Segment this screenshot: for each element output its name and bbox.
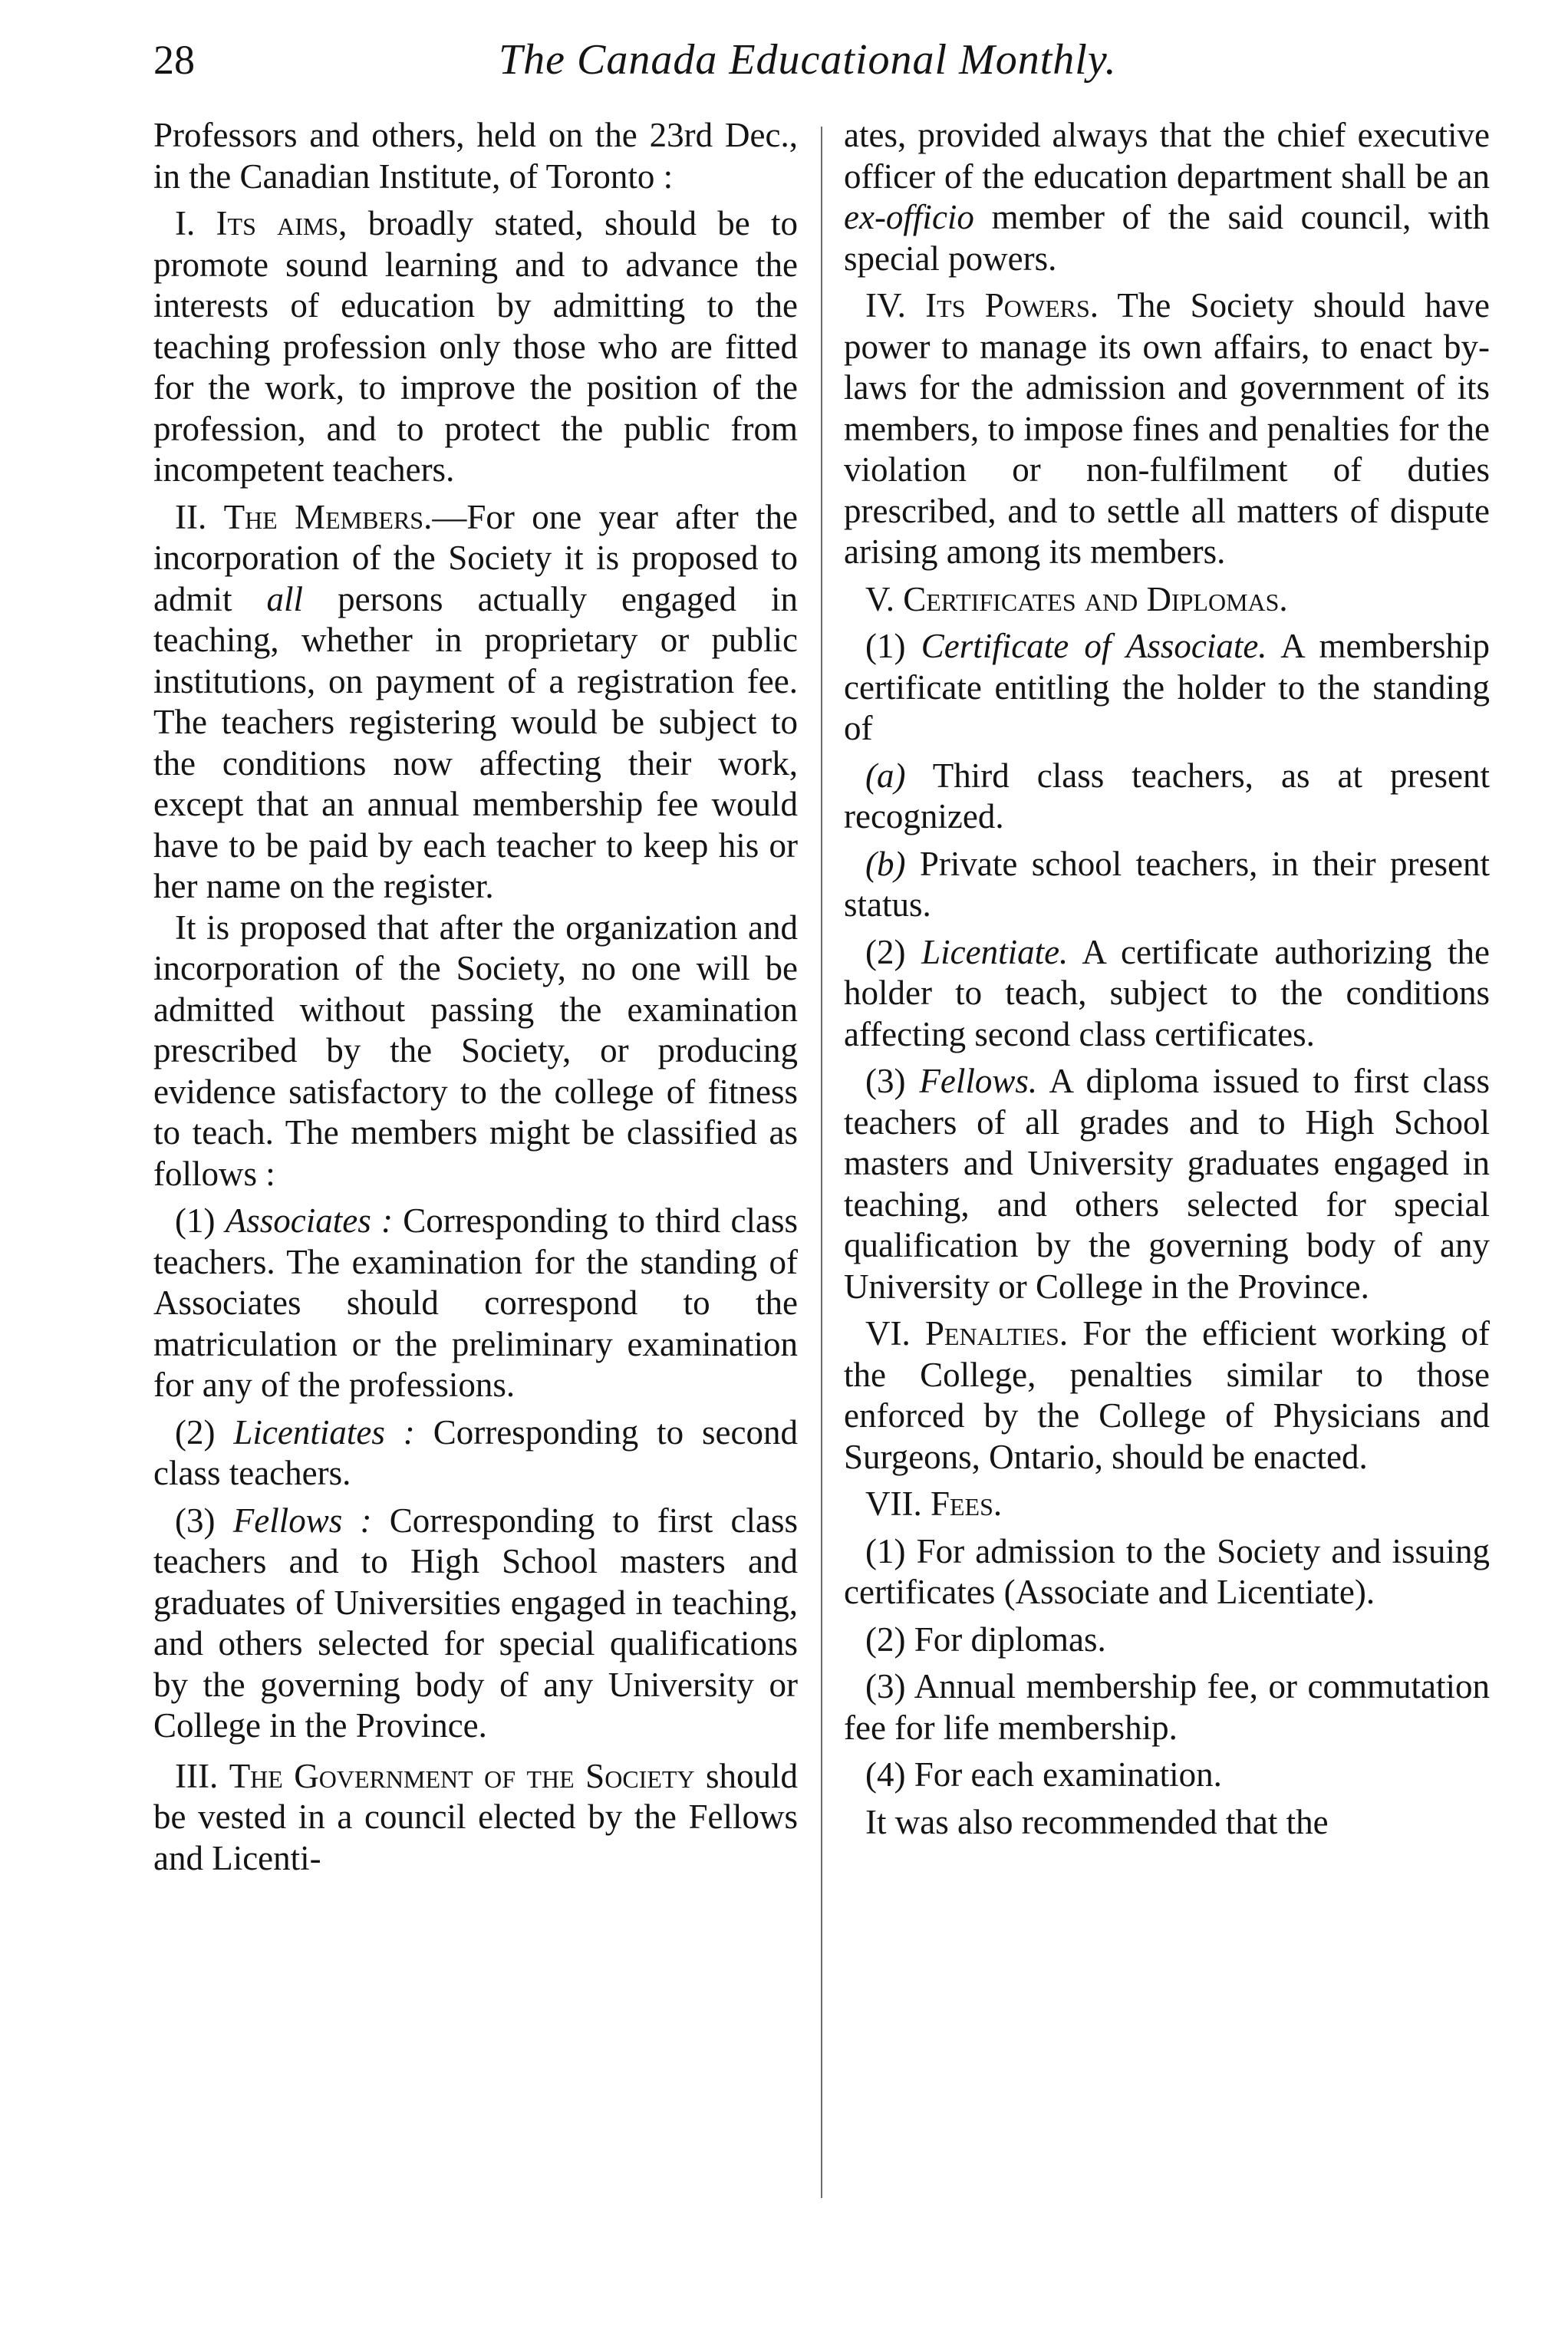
- item-heading: Licentiates :: [233, 1412, 415, 1452]
- item-body: Corresponding to second class teachers.: [153, 1412, 798, 1492]
- section-fees: [844, 1484, 1490, 1525]
- item-number: (1): [865, 627, 906, 665]
- paragraph-text: member of the said council, with special powers.: [844, 198, 1490, 278]
- item-number: (3): [865, 1062, 906, 1100]
- fee-examination: (4) For each examination.: [865, 1755, 1222, 1794]
- paragraph-intro: Professors and others, held on the 23rd Dec., in the Canadian Institute, of Toronto :: [153, 116, 798, 196]
- paragraph-organization: It is proposed that after the organization and incorporation of the Society, no one will be admitted without passing the examination prescribed by the Society, or producing evidence satisfactory to the college of fitness to teach. The members might be classified as follows :: [153, 908, 798, 1193]
- section-heading: The Government of the Society: [229, 1756, 695, 1795]
- item-heading: Fellows :: [232, 1501, 372, 1540]
- right-column: [844, 115, 1490, 1843]
- item-heading: Fellows.: [919, 1062, 1038, 1100]
- section-heading: Its Powers.: [925, 286, 1099, 325]
- item-letter: (a): [865, 756, 906, 795]
- section-heading: The Members.: [223, 497, 433, 536]
- section-heading: Certificates and Diplomas.: [903, 579, 1288, 618]
- standing-private-school: [844, 844, 1490, 926]
- item-heading: Certificate of Associate.: [921, 627, 1267, 665]
- section-heading: Penalties.: [924, 1314, 1069, 1353]
- item-number: (2): [865, 932, 906, 971]
- section-members: [153, 497, 798, 908]
- section-penalties: [844, 1313, 1490, 1478]
- section-heading: Its aims,: [216, 204, 348, 242]
- paragraph-text: ates, provided always that the chief executive officer of the education department shall be an: [844, 116, 1490, 196]
- item-letter: (b): [865, 844, 906, 883]
- section-body: persons actually engaged in teaching, whether in proprietary or public institutions, on payment of a registration fee. The teachers registering would be subject to the conditions now affecting their work, except that an annual membership fee would have to be paid by each teacher to keep his or her name on the register.: [153, 579, 798, 905]
- section-body: broadly stated, should be to promote sound learning and to advance the interests of education by admitting to the teaching profession only those who are fitted for the work, to improve the position of the profession, and to protect the public from incompetent teachers.: [153, 204, 798, 489]
- section-number: IV.: [865, 286, 906, 325]
- section-number: V.: [865, 579, 894, 618]
- item-heading: Associates :: [225, 1201, 393, 1240]
- item-body: Corresponding to third class teachers. The examination for the standing of Associates should correspond to the matriculation or the preliminary examination for any of the professions.: [153, 1201, 798, 1404]
- journal-title: The Canada Educational Monthly.: [499, 36, 1117, 84]
- class-fellows: [153, 1501, 798, 1747]
- section-body: should be vested in a council elected by the Fellows and Licenti-: [153, 1756, 799, 1877]
- section-aims: [153, 203, 798, 491]
- section-number: VII.: [865, 1485, 922, 1523]
- item-heading: Licentiate.: [921, 932, 1069, 971]
- item-body: A diploma issued to first class teachers of all grades and to High School masters and University graduates engaged in teaching, and others selected for special qualification by the governing body of any University or College in the Province.: [844, 1062, 1491, 1306]
- section-government: [153, 1756, 798, 1880]
- section-body: For the efficient working of the College, penalties similar to those enforced by the College of Physicians and Surgeons, Ontario, should be enacted.: [844, 1314, 1490, 1476]
- class-licentiates: [153, 1412, 798, 1494]
- item-body: Private school teachers, in their present status.: [844, 844, 1490, 924]
- item-body: Third class teachers, as at present recognized.: [844, 756, 1490, 835]
- section-body: The Society should have power to manage its own affairs, to enact by-laws for the admission and government of its members, to impose fines and penalties for the violation or non-fulfilment of duties prescribed, and to settle all matters of dispute arising among its members.: [844, 286, 1491, 571]
- item-number: (3): [175, 1501, 216, 1540]
- fee-diplomas: (2) For diplomas.: [865, 1620, 1106, 1659]
- certificate-associate: [844, 626, 1490, 750]
- item-body: Corresponding to first class teachers and to High School masters and graduates of Universities engaged in teaching, and others selected for special qualifications by the governing body of any University or College in the Province.: [153, 1501, 798, 1745]
- item-body: A certificate authorizing the holder to teach, subject to the conditions affecting second class certificates.: [844, 932, 1491, 1053]
- emphasis-text: ex-officio: [844, 198, 974, 236]
- diploma-fellows: [844, 1061, 1490, 1307]
- section-number: III.: [175, 1756, 219, 1795]
- item-body: A membership certificate entitling the holder to the standing of: [844, 627, 1490, 747]
- certificate-licentiate: [844, 932, 1490, 1056]
- page-number: 28: [153, 37, 195, 83]
- section-body: —For one year after the incorporation of the Society it is proposed to admit: [153, 497, 799, 618]
- running-head: [153, 29, 1496, 91]
- item-number: (2): [175, 1412, 216, 1452]
- item-number: (1): [175, 1201, 216, 1240]
- fee-membership: (3) Annual membership fee, or commutation fee for life membership.: [844, 1667, 1490, 1747]
- column-divider: [821, 127, 822, 2198]
- section-number: I.: [175, 204, 196, 242]
- standing-third-class: [844, 756, 1490, 838]
- class-associates: [153, 1201, 798, 1406]
- section-number: VI.: [865, 1314, 911, 1353]
- paragraph-continued: [844, 115, 1490, 279]
- section-heading: Fees.: [930, 1485, 1003, 1523]
- paragraph-recommendation: It was also recommended that the: [865, 1802, 1329, 1841]
- left-column: [153, 115, 798, 1879]
- fee-admission: (1) For admission to the Society and issuing certificates (Associate and Licentiate).: [844, 1531, 1490, 1611]
- emphasis-text: all: [266, 579, 304, 618]
- section-certificates: [844, 579, 1490, 621]
- section-number: II.: [175, 497, 207, 536]
- section-powers: [844, 285, 1490, 573]
